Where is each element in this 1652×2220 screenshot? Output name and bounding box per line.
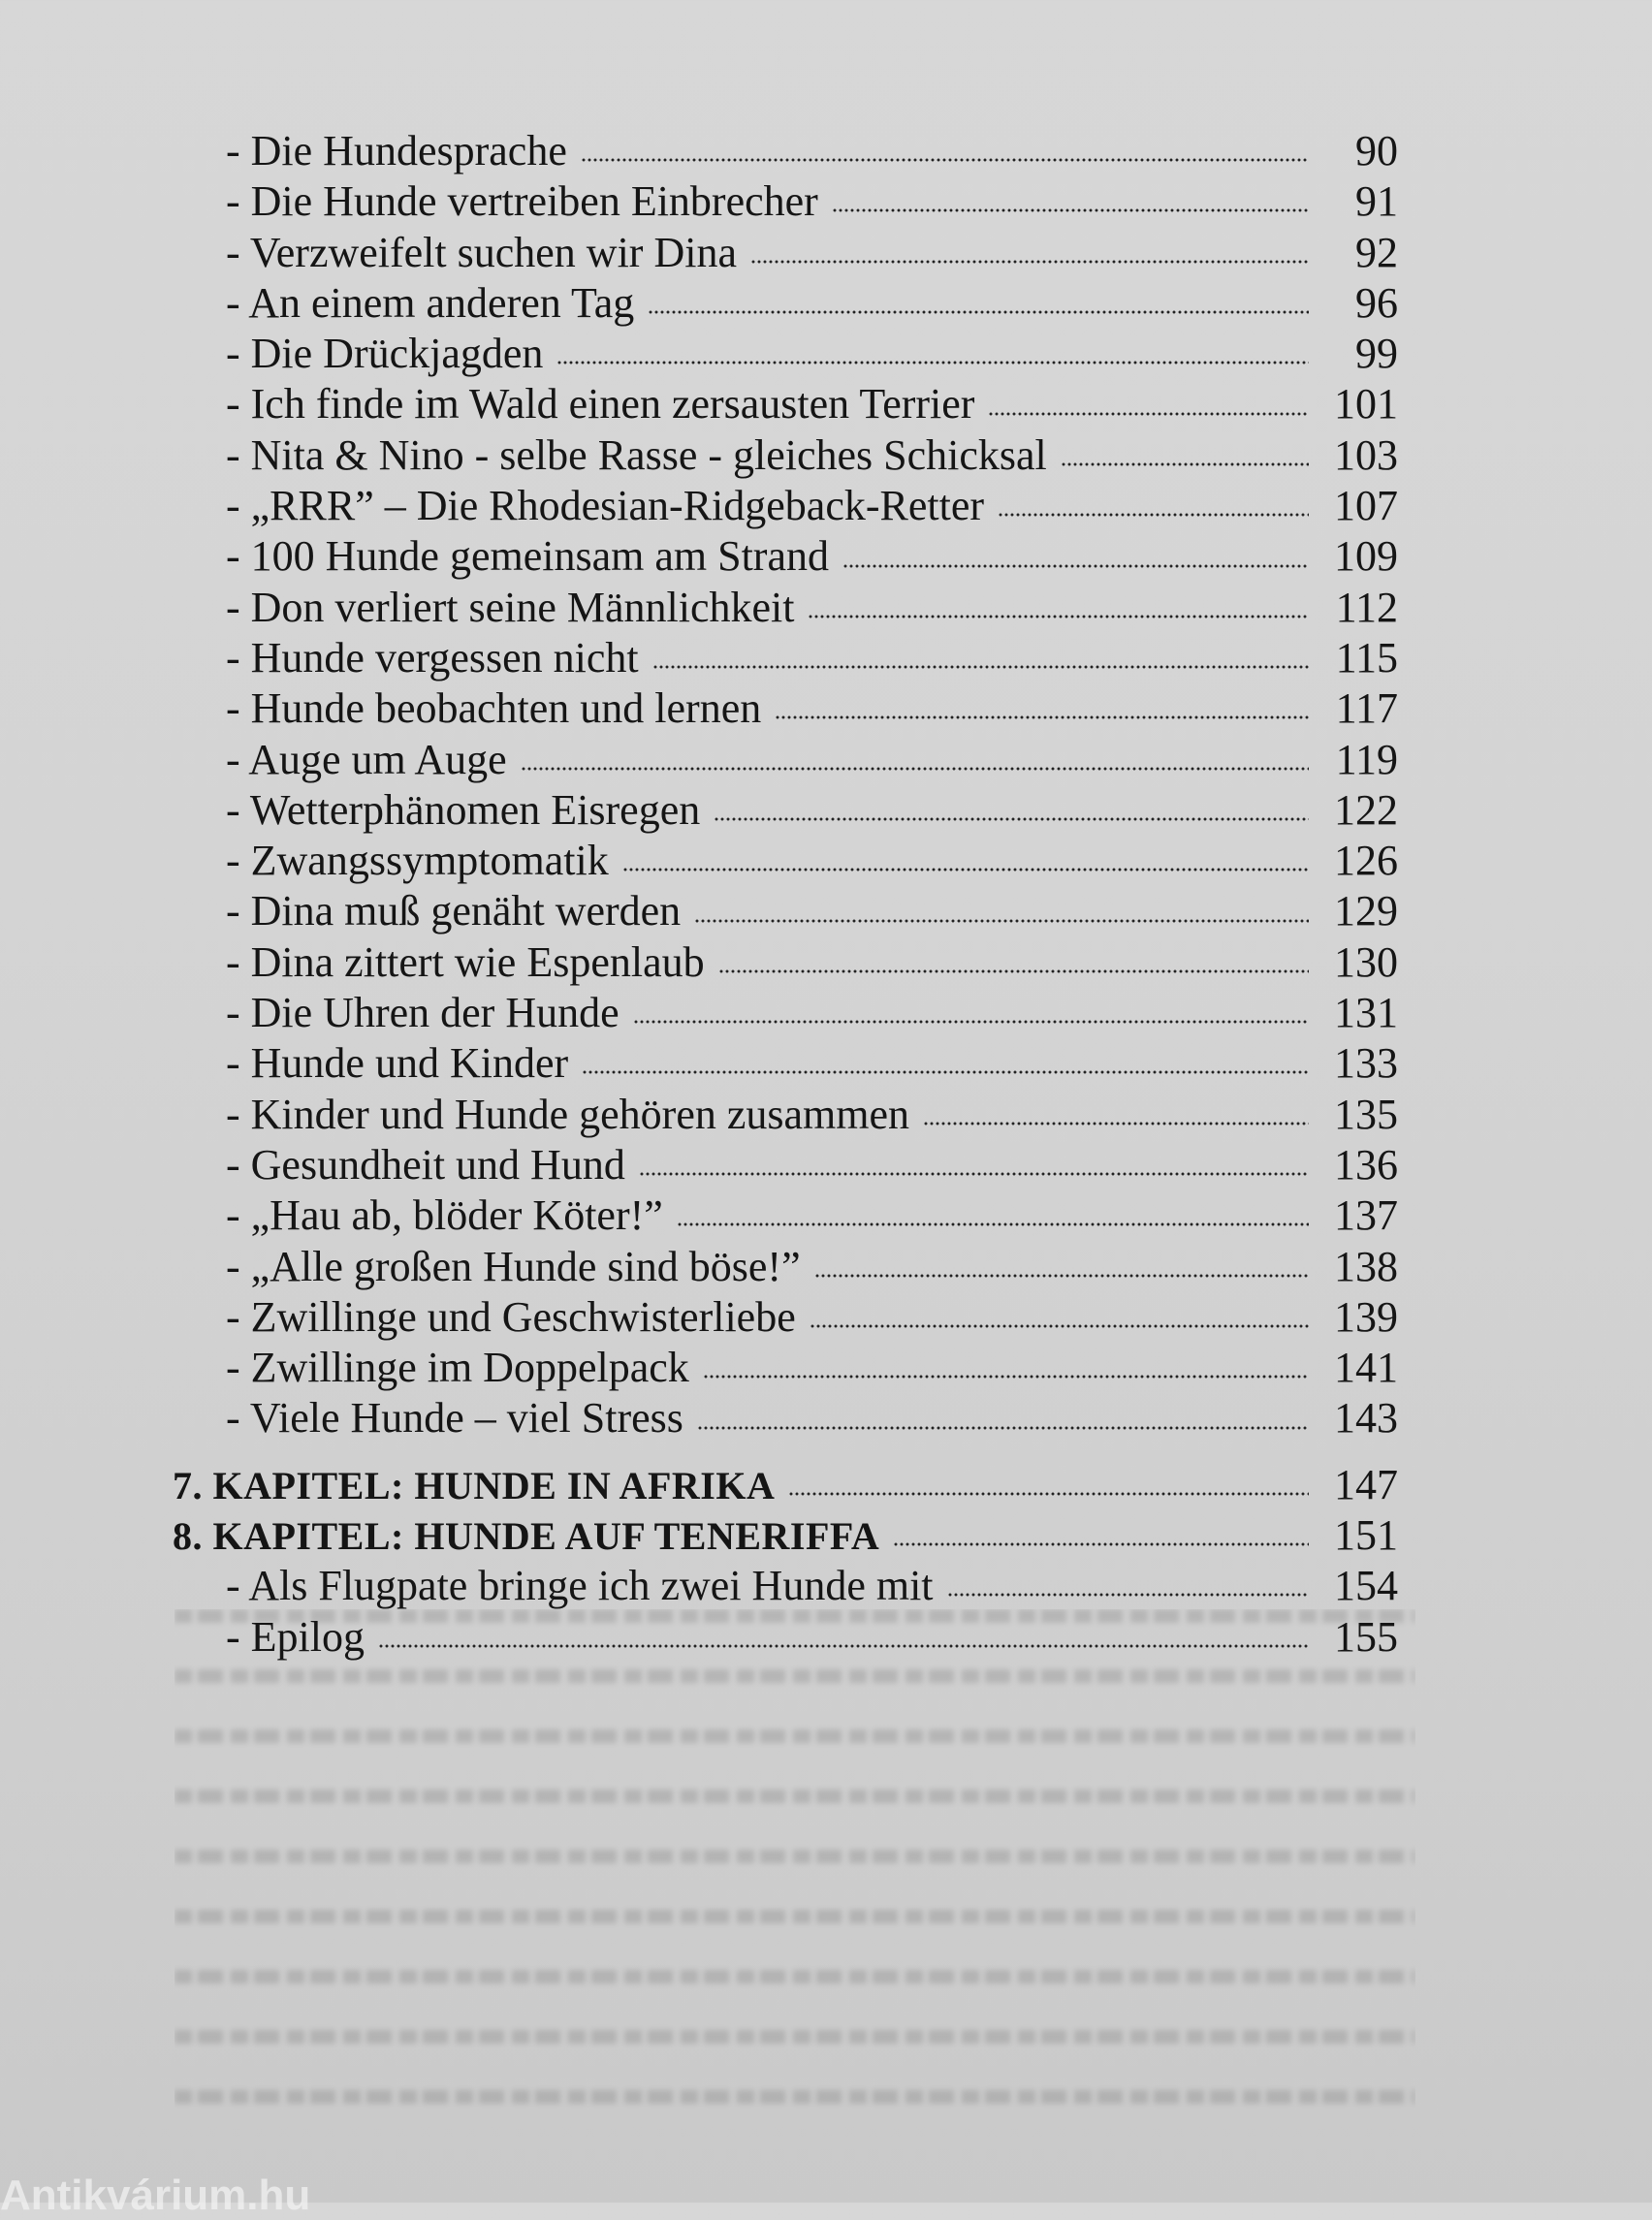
toc-entry-title: - Hunde beobachten und lernen [226,684,762,733]
toc-entry [0,683,1652,734]
toc-entry [0,1393,1652,1443]
toc-entry-page: 138 [1334,1242,1398,1290]
toc-entry [0,1038,1652,1089]
toc-entry-page: 141 [1334,1344,1398,1392]
toc-entry-title: - Gesundheit und Hund [226,1140,625,1189]
toc-entry-title: - Epilog [226,1612,365,1661]
toc-entry [0,329,1652,379]
toc-entry-page: 99 [1355,330,1398,378]
toc-entry [0,633,1652,683]
toc-entry-title: - Zwangssymptomatik [226,837,609,885]
toc-entry-title: - Die Hundesprache [226,127,567,174]
toc-entry-page: 137 [1334,1191,1398,1240]
toc-entry-title: - „Hau ab, blöder Köter!” [226,1191,663,1240]
toc-entry-page: 129 [1334,887,1398,936]
toc-entry [0,937,1652,988]
dot-leader [556,361,1309,365]
bleed-line [175,1850,1415,1863]
toc-entry [0,1612,1652,1663]
toc-entry-title: - An einem anderen Tag [226,278,635,327]
watermark-text: Antikvárium.hu [0,2172,311,2219]
dot-leader [988,412,1309,416]
toc-entry [0,481,1652,531]
toc-entry-page: 112 [1335,583,1398,631]
dot-leader [639,1172,1309,1176]
dot-leader [697,1426,1309,1430]
bleed-line [175,1790,1415,1803]
toc-entry-page: 122 [1334,785,1398,834]
toc-entry [0,176,1652,227]
dot-leader [694,919,1309,923]
toc-entry-title: - Verzweifelt suchen wir Dina [226,228,737,276]
dot-leader [622,868,1309,872]
dot-leader [677,1222,1309,1226]
dot-leader [582,1070,1309,1074]
dot-leader [814,1274,1309,1278]
toc-entry [0,988,1652,1038]
bleed-line [175,2090,1415,2104]
toc-entry [0,1140,1652,1190]
toc-entry [0,886,1652,936]
toc-entry-page: 143 [1334,1394,1398,1443]
toc-entry [0,379,1652,429]
dot-leader [842,564,1309,568]
dot-leader [923,1122,1309,1126]
toc-entry-page: 96 [1355,278,1398,327]
bleed-line [175,1669,1415,1683]
toc-chapter-page: 151 [1334,1511,1398,1560]
toc-entry [0,278,1652,329]
toc-entry-title: - „Alle großen Hunde sind böse!” [226,1242,801,1290]
toc-entry-title: - Zwillinge im Doppelpack [226,1344,689,1392]
dot-leader [652,665,1309,669]
dot-leader [714,817,1309,821]
toc-entry-title: - Kinder und Hunde gehören zusammen [226,1090,910,1138]
toc-entry [0,531,1652,582]
toc-entry-title: - Hunde und Kinder [226,1039,569,1088]
toc-entry [0,1090,1652,1140]
toc-entry-page: 154 [1334,1562,1398,1610]
toc-chapter-title: 7. KAPITEL: HUNDE IN AFRIKA [173,1463,776,1507]
toc-entry [0,1242,1652,1292]
toc-entry-title: - Die Uhren der Hunde [226,989,620,1037]
toc-entry-title: - Die Hunde vertreiben Einbrecher [226,177,818,226]
toc-entry-title: - „RRR” – Die Rhodesian-Ridgeback-Retter [226,482,985,530]
bleed-line [175,2030,1415,2044]
dot-leader [703,1375,1309,1379]
toc-entry-title: - Die Drückjagden [226,330,544,378]
toc-entry-title: - Als Flugpate bringe ich zwei Hunde mit [226,1562,934,1610]
toc-entry-page: 91 [1355,177,1398,226]
toc-entry-page: 136 [1334,1140,1398,1189]
toc-entry-title: - Ich finde im Wald einen zersausten Terrier [226,380,975,428]
toc-entry-page: 103 [1334,430,1398,479]
dot-leader [633,1020,1309,1024]
bleed-line [175,1970,1415,1983]
toc-entry-page: 115 [1335,633,1398,682]
dot-leader [521,767,1309,771]
toc-entry-page: 139 [1334,1292,1398,1341]
toc-entry [0,1561,1652,1611]
toc-entry [0,1292,1652,1343]
table-of-contents [0,126,1652,1663]
toc-entry-title: - Zwillinge und Geschwisterliebe [226,1292,796,1341]
dot-leader [788,1492,1309,1496]
dot-leader [378,1644,1309,1648]
toc-entry-page: 92 [1355,228,1398,276]
toc-entry-page: 135 [1334,1090,1398,1138]
toc-entry-title: - Don verliert seine Männlichkeit [226,583,795,631]
toc-entry-title: - Viele Hunde – viel Stress [226,1394,683,1443]
toc-entry-page: 130 [1334,937,1398,986]
toc-entry [0,1343,1652,1393]
toc-entry-title: - Hunde vergessen nicht [226,633,639,682]
toc-entry [0,836,1652,886]
toc-entry-page: 101 [1334,380,1398,428]
toc-chapter [0,1510,1652,1561]
toc-entry-page: 107 [1334,482,1398,530]
bleed-line [175,1910,1415,1923]
toc-entry-page: 131 [1334,989,1398,1037]
bleed-through-text [175,1609,1415,2152]
dot-leader [1061,462,1309,466]
toc-entry-page: 155 [1334,1612,1398,1661]
dot-leader [750,260,1309,264]
dot-leader [893,1542,1309,1546]
dot-leader [832,208,1309,212]
toc-entry [0,735,1652,785]
toc-chapter [0,1460,1652,1510]
toc-entry-page: 119 [1335,735,1398,783]
toc-entry [0,583,1652,633]
toc-entry-title: - Dina zittert wie Espenlaub [226,937,705,986]
toc-entry [0,1190,1652,1241]
toc-entry-page: 133 [1334,1039,1398,1088]
toc-entry [0,228,1652,278]
dot-leader [718,969,1309,973]
toc-entry [0,126,1652,176]
dot-leader [648,310,1309,314]
dot-leader [775,715,1309,719]
toc-entry [0,430,1652,481]
bleed-line [175,1729,1415,1743]
toc-entry-title: - Dina muß genäht werden [226,887,682,936]
toc-entry [0,785,1652,836]
dot-leader [581,158,1309,162]
toc-entry-page: 109 [1334,532,1398,581]
toc-entry-page: 126 [1334,837,1398,885]
dot-leader [808,615,1309,618]
toc-chapter-page: 147 [1334,1460,1398,1508]
dot-leader [998,513,1309,517]
toc-entry-title: - Wetterphänomen Eisregen [226,785,701,834]
toc-entry-page: 117 [1335,684,1398,733]
toc-chapter-title: 8. KAPITEL: HUNDE AUF TENERIFFA [173,1514,880,1559]
toc-entry-title: - Nita & Nino - selbe Rasse - gleiches Schicksal [226,430,1047,479]
dot-leader [810,1324,1309,1328]
toc-entry-title: - Auge um Auge [226,735,507,783]
toc-entry-page: 90 [1355,127,1398,174]
dot-leader [947,1593,1309,1597]
toc-entry-title: - 100 Hunde gemeinsam am Strand [226,532,829,581]
